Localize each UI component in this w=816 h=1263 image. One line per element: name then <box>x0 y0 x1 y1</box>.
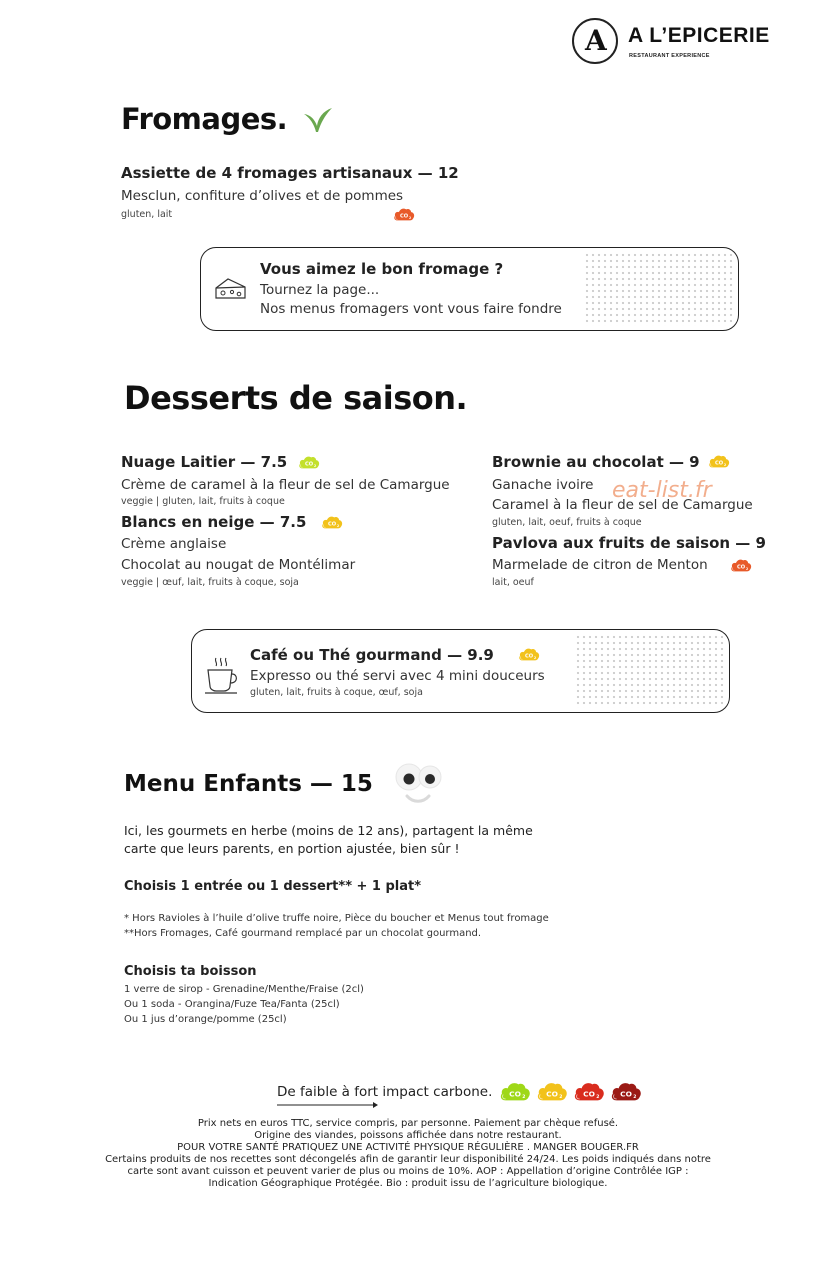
fromages-item-allergens: gluten, lait <box>121 209 173 220</box>
dessert-blancs-allergens: veggie | œuf, lait, fruits à coque, soja <box>121 577 299 588</box>
co2-high-icon <box>393 206 415 222</box>
dessert-brownie-title: Brownie au chocolat — 9 <box>492 453 700 471</box>
cafe-gourmand-title: Café ou Thé gourmand — 9.9 <box>250 646 494 664</box>
fromages-heading: Fromages. <box>121 102 288 136</box>
brand-logo-letter: A <box>585 24 607 57</box>
co2-level-4-icon <box>610 1080 642 1102</box>
dot-pattern <box>575 634 725 708</box>
enfants-intro-line1: Ici, les gourmets en herbe (moins de 12 ans), partagent la même <box>124 823 533 838</box>
desserts-heading: Desserts de saison. <box>124 379 468 417</box>
drink-option: 1 verre de sirop - Grenadine/Menthe/Fraise (2cl) <box>124 984 364 995</box>
dessert-nuage-title: Nuage Laitier — 7.5 <box>121 453 288 471</box>
menu-enfants-heading: Menu Enfants — 15 <box>124 771 373 797</box>
dot-pattern <box>584 252 734 326</box>
fromage-promo-title: Vous aimez le bon fromage ? <box>260 260 504 278</box>
fromages-item-title: Assiette de 4 fromages artisanaux — 12 <box>121 164 459 182</box>
co2-level-3-icon <box>573 1080 605 1102</box>
brand-tagline: RESTAURANT EXPERIENCE <box>629 53 710 59</box>
cheese-icon <box>214 276 248 302</box>
drink-option: Ou 1 soda - Orangina/Fuze Tea/Fanta (25cl) <box>124 999 340 1010</box>
co2-medium-icon <box>321 514 343 530</box>
dessert-blancs-desc2: Chocolat au nougat de Montélimar <box>121 557 356 573</box>
arrow-right-icon <box>277 1101 381 1109</box>
fromage-promo-line2: Nos menus fromagers vont vous faire fondre <box>260 301 562 317</box>
co2-medium-icon <box>708 453 730 469</box>
footer-prices: Prix nets en euros TTC, service compris, par personne. Paiement par chèque refusé. <box>197 1118 619 1129</box>
enfants-note2: **Hors Fromages, Café gourmand remplacé par un chocolat gourmand. <box>124 928 482 939</box>
footer-disclaimer-2: carte sont avant cuisson et peuvent varier de plus ou moins de 10%. AOP : Appellation d’origine Contrôlée IGP : <box>127 1166 689 1177</box>
dessert-nuage-allergens: veggie | gluten, lait, fruits à coque <box>121 496 285 507</box>
footer-origin: Origine des viandes, poissons affichée dans notre restaurant. <box>254 1130 562 1141</box>
co2-low-icon <box>298 454 320 470</box>
enfants-note1: * Hors Ravioles à l’huile d’olive truffe noire, Pièce du boucher et Menus tout fromage <box>124 913 549 924</box>
co2-medium-icon <box>518 646 540 662</box>
brand-name: A L’EPICERIE <box>628 24 770 47</box>
dessert-brownie-allergens: gluten, lait, oeuf, fruits à coque <box>492 517 642 528</box>
dessert-nuage-desc: Crème de caramel à la fleur de sel de Camargue <box>121 477 450 493</box>
co2-high-icon <box>730 557 752 573</box>
footer-health: POUR VOTRE SANTÉ PRATIQUEZ UNE ACTIVITÉ PHYSIQUE RÉGULIÈRE . MANGER BOUGER.FR <box>177 1142 639 1153</box>
cafe-gourmand-allergens: gluten, lait, fruits à coque, œuf, soja <box>250 687 423 698</box>
watermark-text: eat-list.fr <box>612 478 712 503</box>
dessert-pavlova-desc: Marmelade de citron de Menton <box>492 557 708 573</box>
footer-disclaimer-3: Indication Géographique Protégée. Bio : produit issu de l’agriculture biologique. <box>208 1178 608 1189</box>
enfants-intro-line2: carte que leurs parents, en portion ajustée, bien sûr ! <box>124 841 460 856</box>
carbon-legend-label: De faible à fort impact carbone. <box>277 1084 493 1100</box>
drink-option: Ou 1 jus d’orange/pomme (25cl) <box>124 1014 287 1025</box>
fromages-item-desc: Mesclun, confiture d’olives et de pommes <box>121 188 404 204</box>
drink-heading: Choisis ta boisson <box>124 964 257 979</box>
dessert-pavlova-allergens: lait, oeuf <box>492 577 534 588</box>
dessert-blancs-desc1: Crème anglaise <box>121 536 227 552</box>
smiley-face-icon <box>392 760 452 812</box>
dessert-pavlova-title: Pavlova aux fruits de saison — 9 <box>492 534 766 552</box>
fromage-promo-line1: Tournez la page... <box>260 282 380 298</box>
enfants-choice: Choisis 1 entrée ou 1 dessert** + 1 plat* <box>124 879 422 894</box>
coffee-cup-icon <box>203 656 243 696</box>
co2-level-2-icon <box>536 1080 568 1102</box>
dessert-brownie-desc2: Caramel à la fleur de sel de Camargue <box>492 497 753 513</box>
leaf-icon <box>302 106 334 134</box>
cafe-gourmand-desc: Expresso ou thé servi avec 4 mini douceurs <box>250 668 545 684</box>
dessert-brownie-desc1: Ganache ivoire <box>492 477 594 493</box>
dessert-blancs-title: Blancs en neige — 7.5 <box>121 513 307 531</box>
co2-level-1-icon <box>499 1080 531 1102</box>
footer-disclaimer-1: Certains produits de nos recettes sont décongelés afin de garantir leur disponibilité 24/24. Les poids indiqués dans notre <box>105 1154 711 1165</box>
